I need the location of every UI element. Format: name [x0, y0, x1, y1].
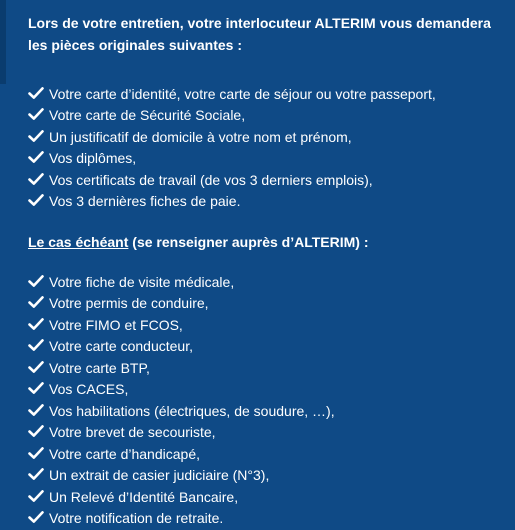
list-item: [28, 357, 501, 379]
list-item-label: Votre carte de Sécurité Sociale,: [49, 107, 246, 124]
list-item: [28, 422, 501, 444]
list-item-label: Vos CACES,: [49, 381, 129, 398]
check-icon: [28, 424, 46, 440]
list-item: [28, 443, 501, 465]
list-item-label: Vos habilitations (électriques, de soudure, …),: [49, 402, 335, 419]
list-item-label: Un justificatif de domicile à votre nom et prénom,: [49, 128, 352, 145]
intro-line-2: les pièces originales suivantes :: [28, 37, 242, 53]
list-item-label: Vos 3 dernières fiches de paie.: [49, 193, 241, 210]
check-icon: [28, 274, 46, 290]
list-item: [28, 486, 501, 508]
list-item: [28, 508, 501, 530]
check-icon: [28, 381, 46, 397]
list-item: [28, 293, 501, 315]
check-icon: [28, 193, 46, 209]
check-icon: [28, 403, 46, 419]
list-item-label: Votre brevet de secouriste,: [49, 424, 216, 441]
intro-line-1: Lors de votre entretien, votre interlocuteur ALTERIM vous demandera: [28, 15, 491, 31]
list-item-label: Un extrait de casier judiciaire (N°3),: [49, 467, 270, 484]
check-icon: [28, 295, 46, 311]
check-icon: [28, 150, 46, 166]
list-item: [28, 465, 501, 487]
list-item: [28, 379, 501, 401]
list-item: [28, 314, 501, 336]
list-item: [28, 169, 501, 191]
list-item-label: Vos certificats de travail (de vos 3 derniers emplois),: [49, 171, 373, 188]
list-item: [28, 83, 501, 105]
list-item: [28, 191, 501, 213]
list-item-label: Votre permis de conduire,: [49, 295, 209, 312]
intro-text: [28, 12, 501, 56]
check-icon: [28, 489, 46, 505]
list-item-label: Votre fiche de visite médicale,: [49, 273, 235, 290]
list-item: [28, 271, 501, 293]
list-item: [28, 148, 501, 170]
list-item: [28, 126, 501, 148]
panel-edge-accent: [0, 0, 6, 84]
list-item-label: Votre carte BTP,: [49, 359, 150, 376]
optional-documents-list: [28, 271, 501, 529]
check-icon: [28, 129, 46, 145]
optional-heading-underlined: Le cas échéant: [28, 234, 129, 250]
list-item-label: Vos diplômes,: [49, 150, 137, 167]
check-icon: [28, 338, 46, 354]
list-item-label: Votre carte d’handicapé,: [49, 445, 200, 462]
list-item: [28, 336, 501, 358]
required-documents-list: [28, 83, 501, 212]
optional-documents-heading: [28, 232, 501, 252]
check-icon: [28, 360, 46, 376]
list-item-label: Votre FIMO et FCOS,: [49, 316, 183, 333]
check-icon: [28, 172, 46, 188]
list-item-label: Votre notification de retraite.: [49, 510, 224, 527]
optional-heading-rest: (se renseigner auprès d’ALTERIM) :: [128, 234, 369, 250]
check-icon: [28, 107, 46, 123]
check-icon: [28, 510, 46, 526]
check-icon: [28, 446, 46, 462]
list-item-label: Votre carte d’identité, votre carte de séjour ou votre passeport,: [49, 85, 436, 102]
check-icon: [28, 86, 46, 102]
list-item-label: Un Relevé d’Identité Bancaire,: [49, 488, 239, 505]
list-item: [28, 105, 501, 127]
check-icon: [28, 317, 46, 333]
list-item-label: Votre carte conducteur,: [49, 338, 193, 355]
check-icon: [28, 467, 46, 483]
list-item: [28, 400, 501, 422]
